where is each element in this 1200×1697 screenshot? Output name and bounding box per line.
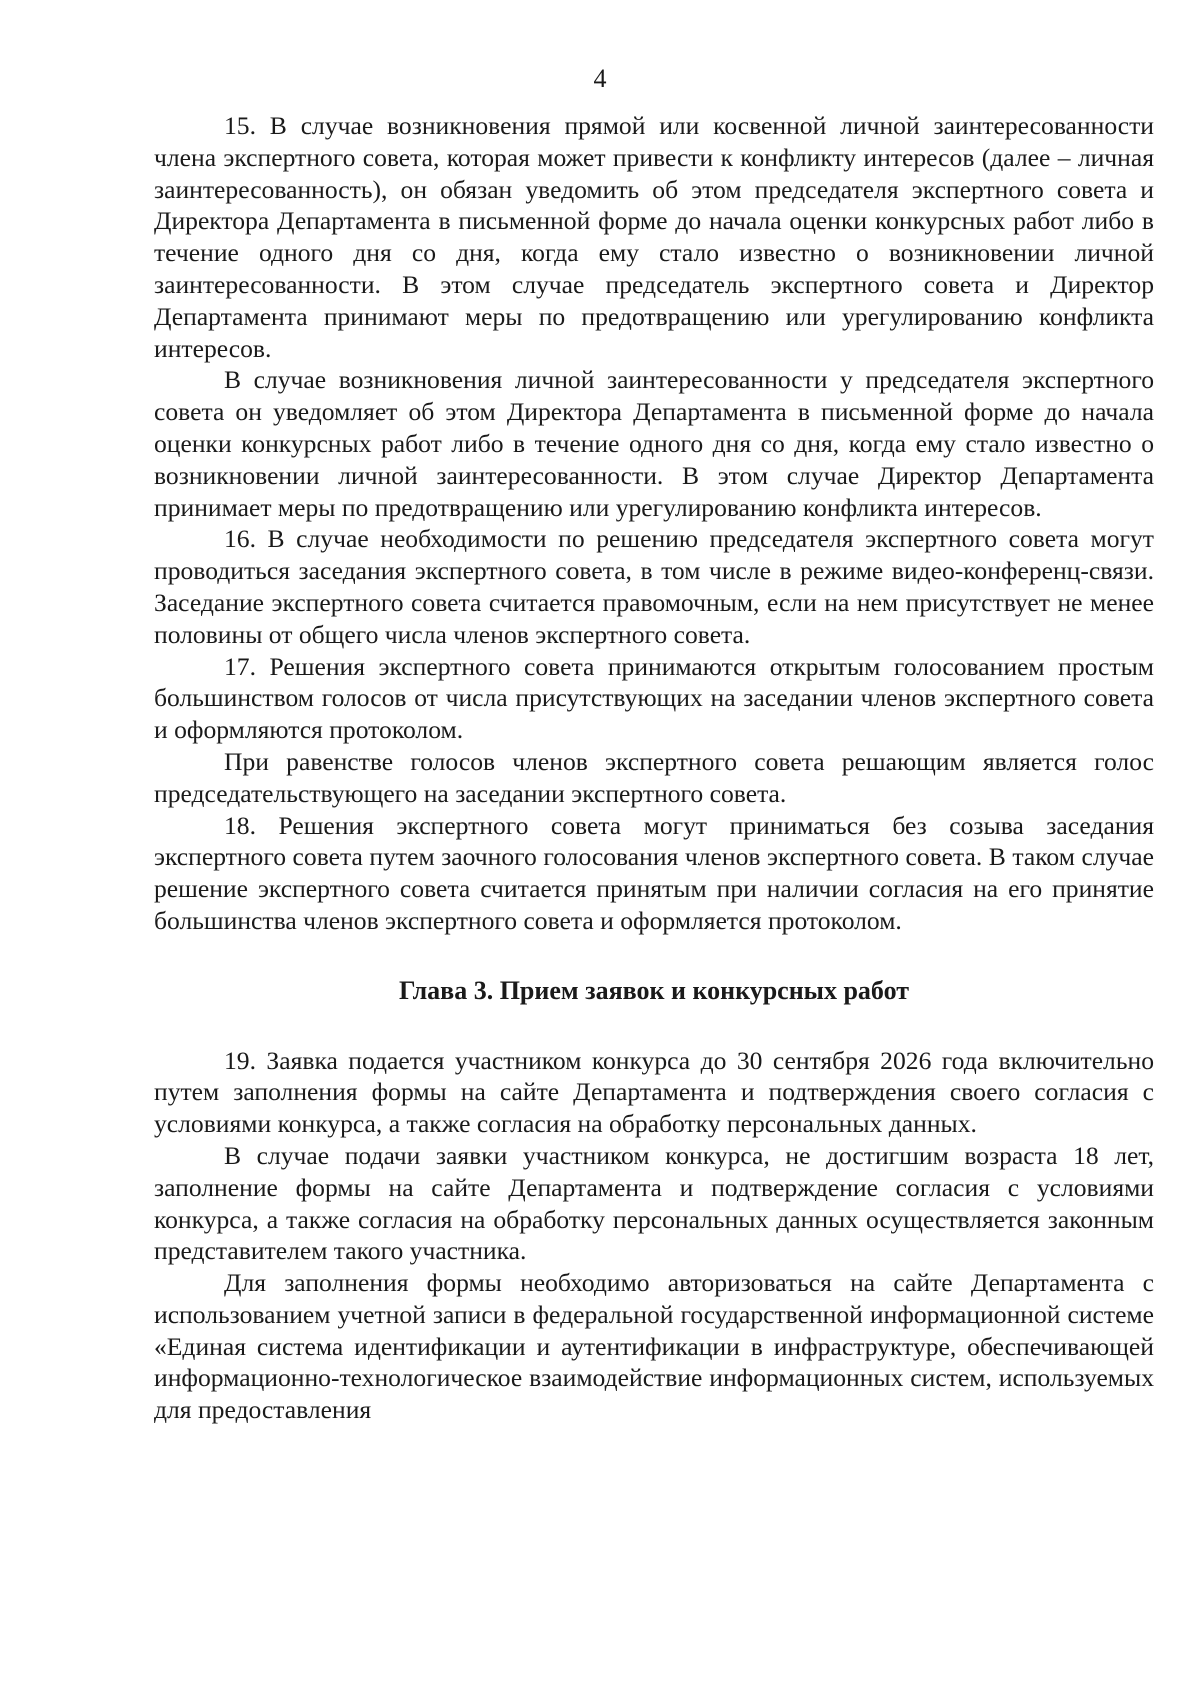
paragraph-18: 18. Решения экспертного совета могут приниматься без созыва заседания экспертного совета путем заочного голосования членов экспертного совета. В таком случае решение экспертного совета считается принятым при наличии согласия на его принятие большинства членов экспертного совета и оформляется протоколом. bbox=[154, 810, 1154, 935]
paragraph-19-authorization: Для заполнения формы необходимо авторизоваться на сайте Департамента с использованием учетной записи в федеральной государственной информационной системе «Единая система идентификации и аутентификации в инфраструктуре, обеспечивающей информационно-технологическое взаимодействие информационных систем, используемых для предоставления bbox=[154, 1268, 1154, 1425]
page-number: 4 bbox=[593, 64, 607, 93]
paragraph-19-minor-applicant: В случае подачи заявки участником конкурса, не достигшим возраста 18 лет, заполнение формы на сайте Департамента и подтверждение согласия с условиями конкурса, а также согласия на обработку персональных данных осуществляется законным представителем такого участника. bbox=[154, 1140, 1154, 1266]
paragraph-17: 17. Решения экспертного совета принимаются открытым голосованием простым большинством голосов от числа присутствующих на заседании членов экспертного совета и оформляются протоколом. bbox=[154, 651, 1154, 745]
document-body bbox=[154, 110, 1154, 1426]
paragraph-19: 19. Заявка подается участником конкурса до 30 сентября 2026 года включительно путем заполнения формы на сайте Департамента и подтверждения своего согласия с условиями конкурса, а также согласия на обработку персональных данных. bbox=[154, 1045, 1154, 1139]
paragraph-17-tie-vote: При равенстве голосов членов экспертного совета решающим является голос председательствующего на заседании экспертного совета. bbox=[154, 746, 1154, 808]
paragraph-15: 15. В случае возникновения прямой или косвенной личной заинтересованности члена экспертного совета, которая может привести к конфликту интересов (далее – личная заинтересованность), он обязан уведомить об этом председателя экспертного совета и Директора Департамента в письменной форме до начала оценки конкурсных работ либо в течение одного дня со дня, когда ему стало известно о возникновении личной заинтересованности. В этом случае председатель экспертного совета и Директор Департамента принимают меры по предотвращению или урегулированию конфликта интересов. bbox=[154, 111, 1154, 363]
paragraph-16: 16. В случае необходимости по решению председателя экспертного совета могут проводиться заседания экспертного совета, в том числе в режиме видео-конференц-связи. Заседание экспертного совета считается правомочным, если на нем присутствует не менее половины от общего числа членов экспертного совета. bbox=[154, 524, 1154, 649]
paragraph-15-chair-conflict: В случае возникновения личной заинтересованности у председателя экспертного совета он уведомляет об этом Директора Департамента в письменной форме до начала оценки конкурсных работ либо в течение одного дня со дня, когда ему стало известно о возникновении личной заинтересованности. В этом случае Директор Департамента принимает меры по предотвращению или урегулированию конфликта интересов. bbox=[154, 365, 1154, 522]
chapter-heading: Глава 3. Прием заявок и конкурсных работ bbox=[398, 975, 910, 1005]
